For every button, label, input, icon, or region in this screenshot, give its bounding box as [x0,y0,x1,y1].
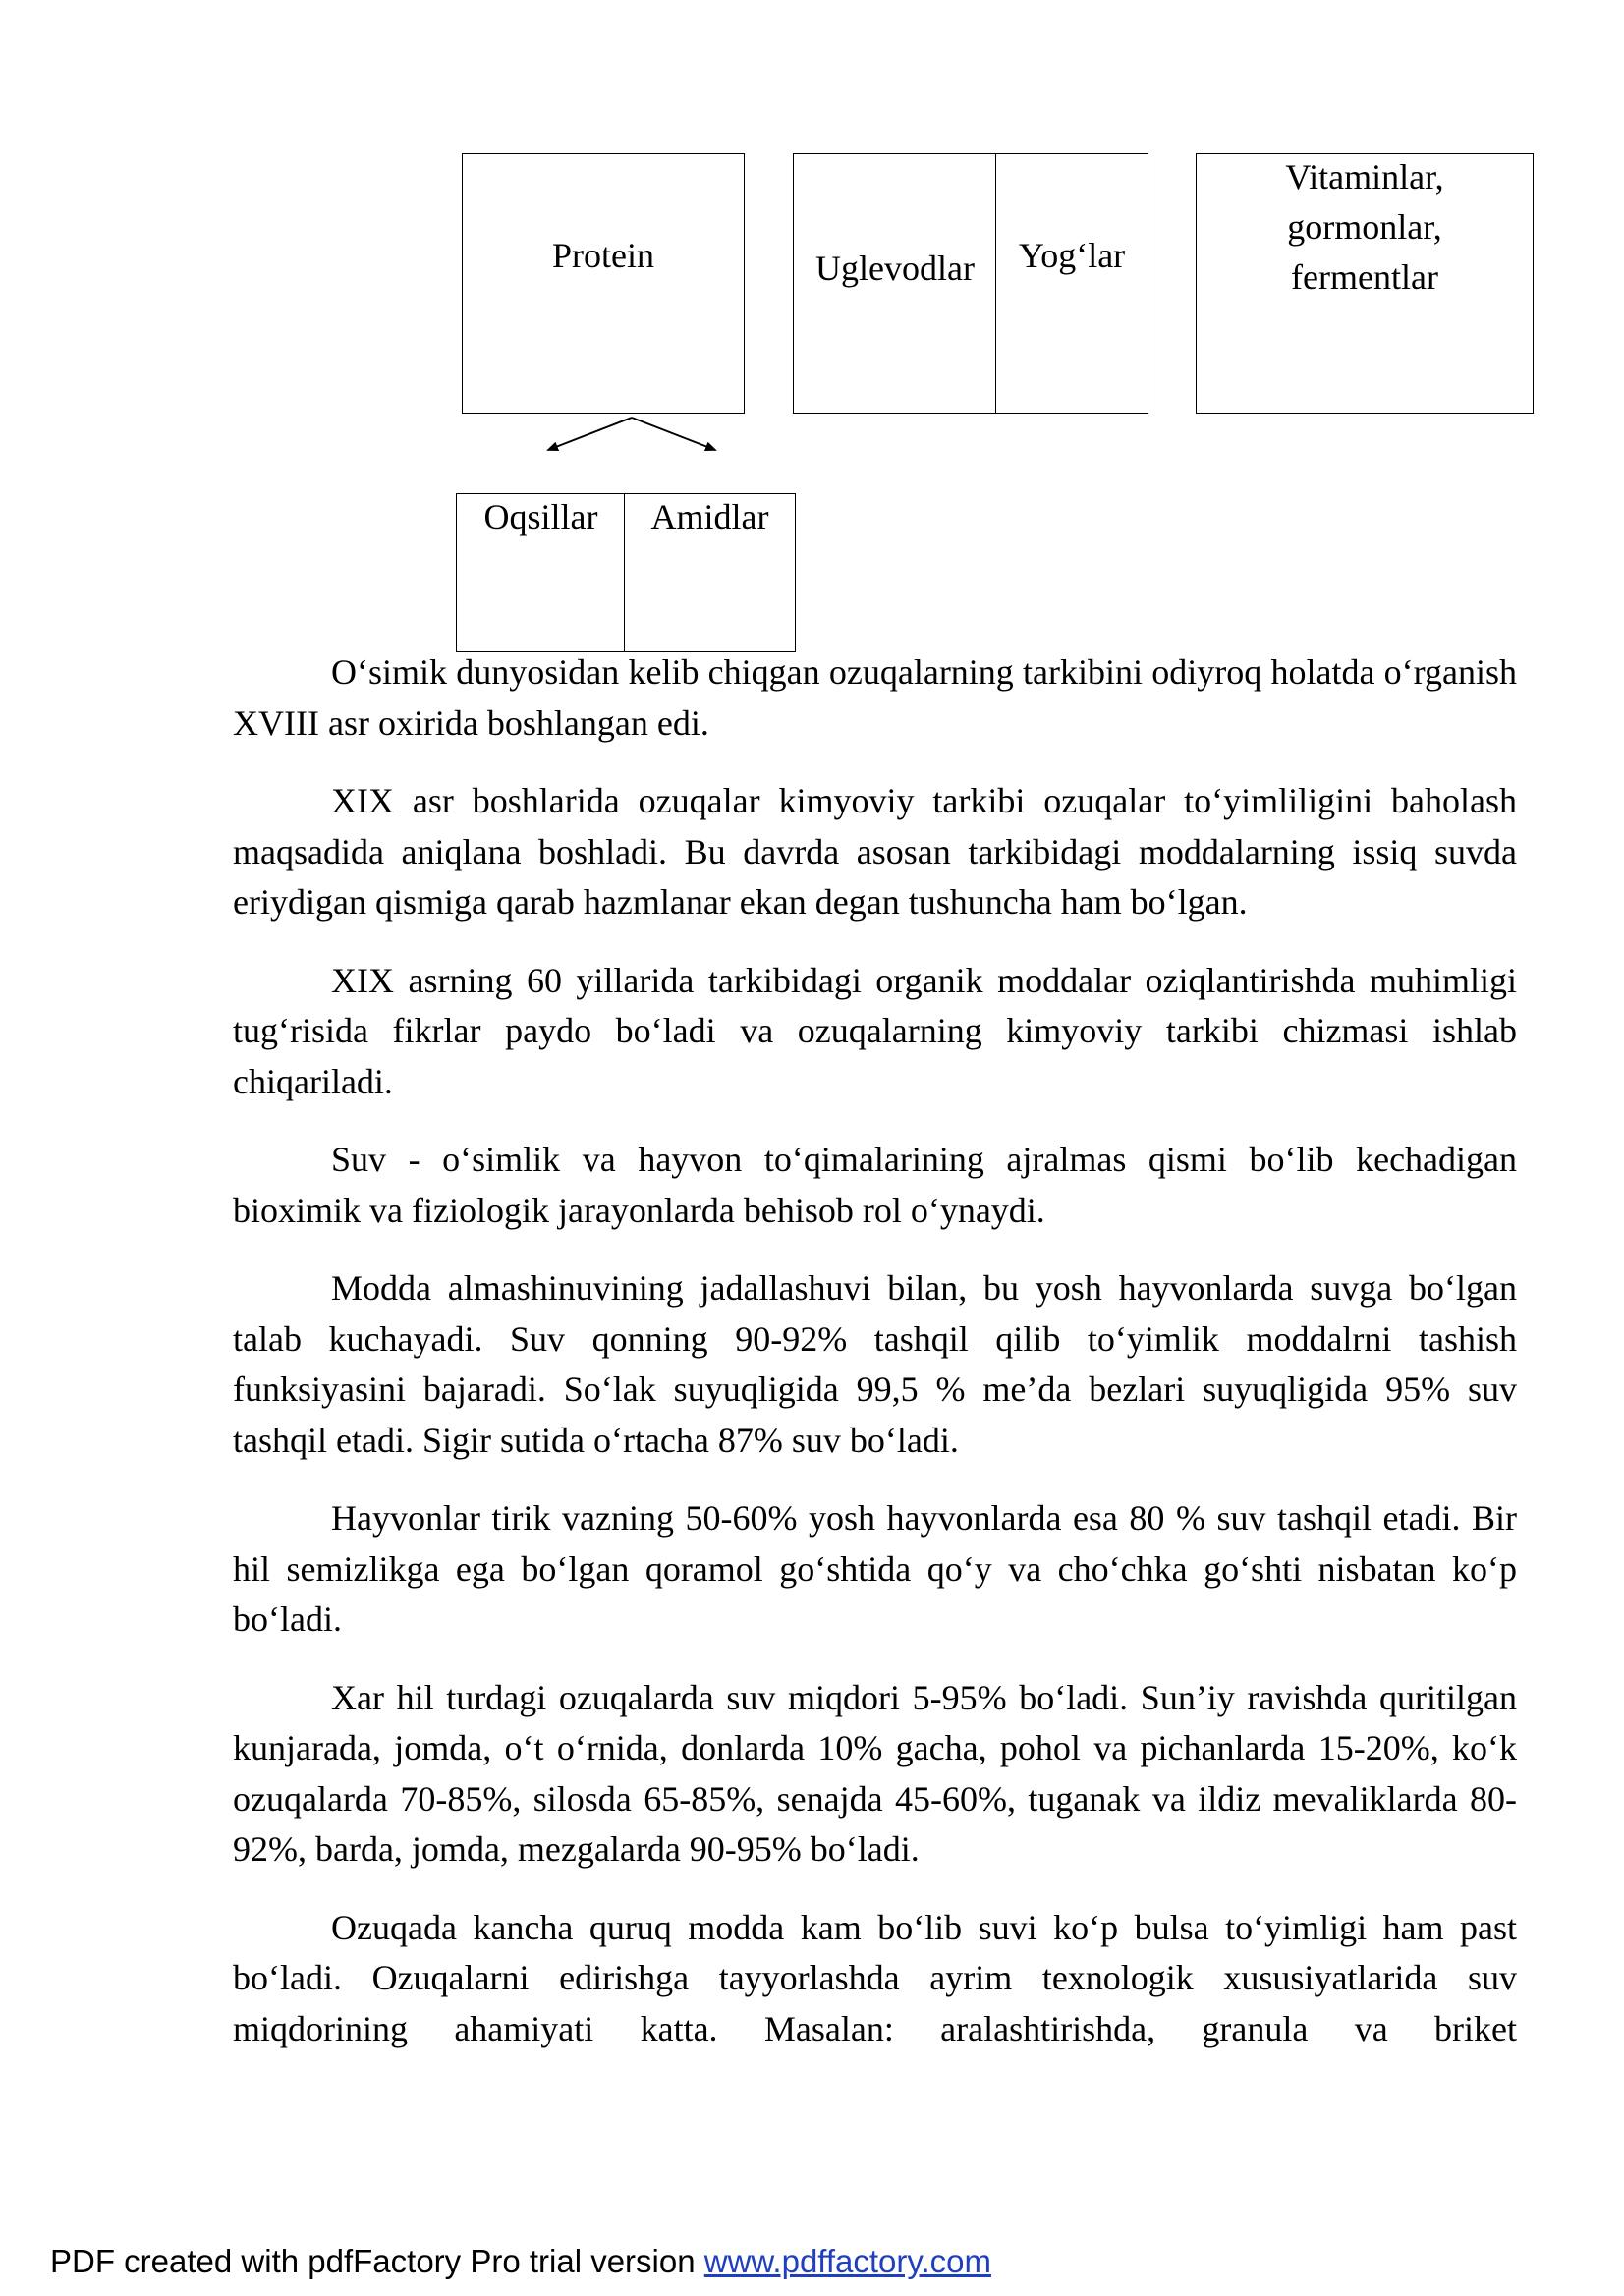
paragraph-7: Xar hil turdagi ozuqalarda suv miqdori 5-95% bo‘ladi. Sun’iy ravishda quritilgan kunjarada, jomda, o‘t o‘rnida, donlarda 10% gacha, pohol va pichanlarda 15-20%, ko‘k ozuqalarda 70-85%, silosda 65-85%, senajda 45-60%, tuganak va ildiz mevaliklarda 80-92%, barda, jomda, mezgalarda 90-95% bo‘ladi. [233,1677,1517,1869]
paragraph-6: Hayvonlar tirik vazning 50-60% yosh hayvonlarda esa 80 % suv tashqil etadi. Bir hil semizlikga ega bo‘lgan qoramol go‘shtida qo‘y va cho‘chka go‘shti nisbatan ko‘p bo‘ladi. [233,1498,1517,1639]
footer-text: PDF created with pdfFactory Pro trial version [50,2243,704,2279]
body-text [233,647,1517,2054]
yoglar-box [995,153,1148,414]
uglevodlar-label: Uglevodlar [815,249,975,288]
protein-box [462,153,745,414]
arrow-to-oqsillar [548,418,632,450]
amidlar-label: Amidlar [650,497,769,536]
protein-label: Protein [552,236,654,275]
paragraph-8: Ozuqada kancha quruq modda kam bo‘lib suvi ko‘p bulsa to‘yimligi ham past bo‘ladi. Ozuqalarni edirishga tayyorlashda ayrim texnologik xususiyatlarida suv miqdorining ahamiyati katta. Masalan: aralashtirishda, granula va briket [233,1907,1517,2048]
oqsillar-label: Oqsillar [483,497,598,536]
yoglar-label: Yog‘lar [1018,236,1126,275]
arrow-to-amidlar [632,418,715,450]
paragraph-2: XIX asr boshlarida ozuqalar kimyoviy tarkibi ozuqalar to‘yimliligini baholash maqsadida aniqlana boshladi. Bu davrda asosan tarkibidagi moddalarning issiq suvda eriydigan qismiga qarab hazmlanar ekan degan tushuncha ham bo‘lgan. [233,781,1517,922]
vitaminlar-label-line-2: gormonlar, [1287,207,1442,247]
paragraph-4: Suv - o‘simlik va hayvon to‘qimalarining ajralmas qismi bo‘lib kechadigan bioximik va fiziologik jarayonlarda behisob rol o‘ynaydi. [233,1140,1517,1230]
vitaminlar-label-line-3: fermentlar [1291,257,1438,297]
vitaminlar-label-line-1: Vitaminlar, [1285,157,1444,196]
paragraph-3: XIX asrning 60 yillarida tarkibidagi organik moddalar oziqlantirishda muhimligi tug‘risida fikrlar paydo bo‘ladi va ozuqalarning kimyoviy tarkibi chizmasi ishlab chiqariladi. [233,960,1517,1101]
footer-link[interactable]: www.pdffactory.com [703,2243,991,2279]
paragraph-5: Modda almashinuvining jadallashuvi bilan, bu yosh hayvonlarda suvga bo‘lgan talab kuchayadi. Suv qonning 90-92% tashqil qilib to‘yimlik moddalrni tashish funksiyasini bajaradi. So‘lak suyuqligida 99,5 % me’da bezlari suyuqligida 95% suv tashqil etadi. Sigir sutida o‘rtacha 87% suv bo‘ladi. [233,1268,1517,1460]
paragraph-1: O‘simik dunyosidan kelib chiqgan ozuqalarning tarkibini odiyroq holatda o‘rganish XVIII asr oxirida boshlangan edi. [233,652,1517,743]
pdf-footer [50,2242,991,2281]
